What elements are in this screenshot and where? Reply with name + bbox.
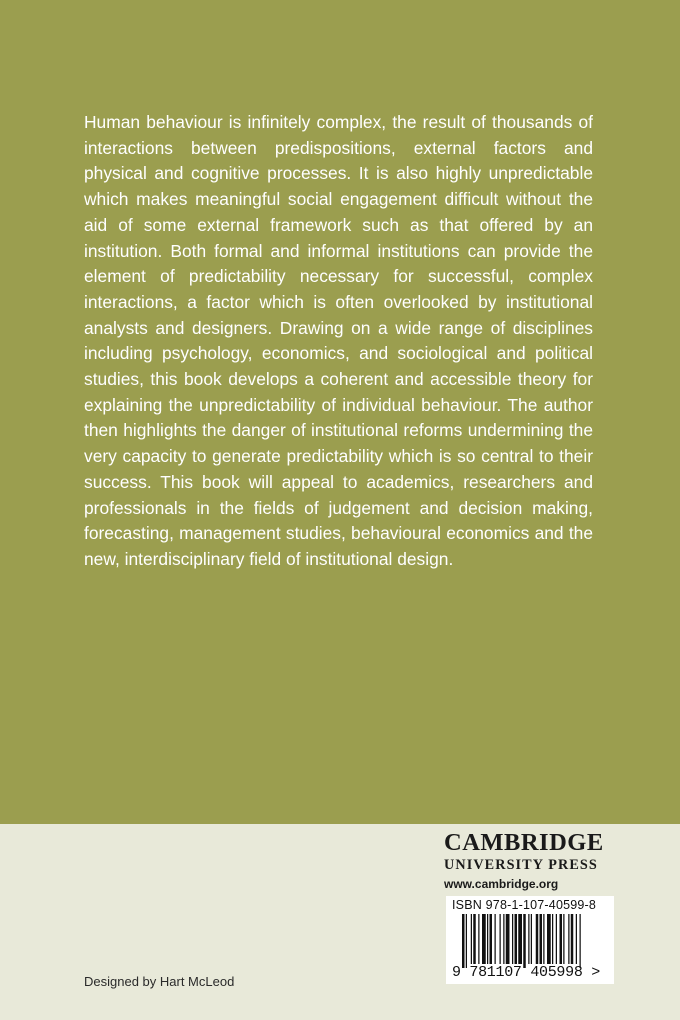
barcode-bar xyxy=(556,914,557,964)
back-cover-blurb: Human behaviour is infinitely complex, the result of thousands of interactions between predispositions, external factors and physical and cognitive processes. It is also highly unpredictable which makes meaningful social engagement difficult without the aid of some external framework such as that offered by an institution. Both formal and informal institutions can provide the element of predictability necessary for successful, complex interactions, a factor which is often overlooked by institutional analysts and designers. Drawing on a wide range of disciplines including psychology, economics, and sociological and political studies, this book develops a coherent and accessible theory for explaining the unpredictability of individual behaviour. The author then highlights the danger of institutional reforms undermining the very capacity to generate predictability which is so central to their success. This book will appeal to academics, researchers and professionals in the fields of judgement and decision making, forecasting, management studies, behavioural economics and the new, interdisciplinary field of institutional design. xyxy=(84,112,593,569)
barcode-bar xyxy=(552,914,553,964)
barcode-bar xyxy=(543,914,544,964)
barcode-bar xyxy=(500,914,501,964)
isbn-barcode xyxy=(446,896,614,984)
barcode-bar xyxy=(466,914,467,968)
barcode-bar xyxy=(512,914,513,964)
barcode-bar xyxy=(462,914,465,968)
barcode-bar xyxy=(547,914,551,964)
barcode-bar xyxy=(482,914,486,964)
barcode-bar xyxy=(540,914,543,964)
designer-credit: Designed by Hart McLeod xyxy=(84,974,235,989)
barcode-bar xyxy=(523,914,526,968)
publisher-logo xyxy=(444,826,634,891)
barcode-bar xyxy=(563,914,564,964)
isbn-number: ISBN 978-1-107-40599-8 xyxy=(452,898,597,912)
barcode-bar xyxy=(580,914,581,968)
publisher-name: CAMBRIDGE xyxy=(444,829,604,856)
barcode-bar xyxy=(473,914,476,964)
barcode-bar xyxy=(490,914,493,964)
barcode-bar xyxy=(495,914,496,964)
barcode-bar xyxy=(506,914,510,964)
barcode-bar xyxy=(536,914,539,964)
barcode-bar xyxy=(503,914,504,964)
barcode-bar xyxy=(487,914,488,964)
barcode-bar xyxy=(471,914,472,964)
barcode-bar xyxy=(568,914,569,964)
barcode-bar xyxy=(571,914,574,964)
ean-digits: 9 781107 405998 > xyxy=(452,964,600,981)
barcode-bar xyxy=(576,914,577,964)
barcode-bar xyxy=(528,914,529,964)
barcode-bar xyxy=(518,914,522,964)
barcode-bar xyxy=(560,914,563,964)
barcode-bar xyxy=(531,914,532,964)
publisher-subtitle: UNIVERSITY PRESS xyxy=(444,857,598,873)
publisher-url: www.cambridge.org xyxy=(444,877,559,891)
barcode-bar xyxy=(478,914,479,964)
barcode-bar xyxy=(515,914,518,964)
